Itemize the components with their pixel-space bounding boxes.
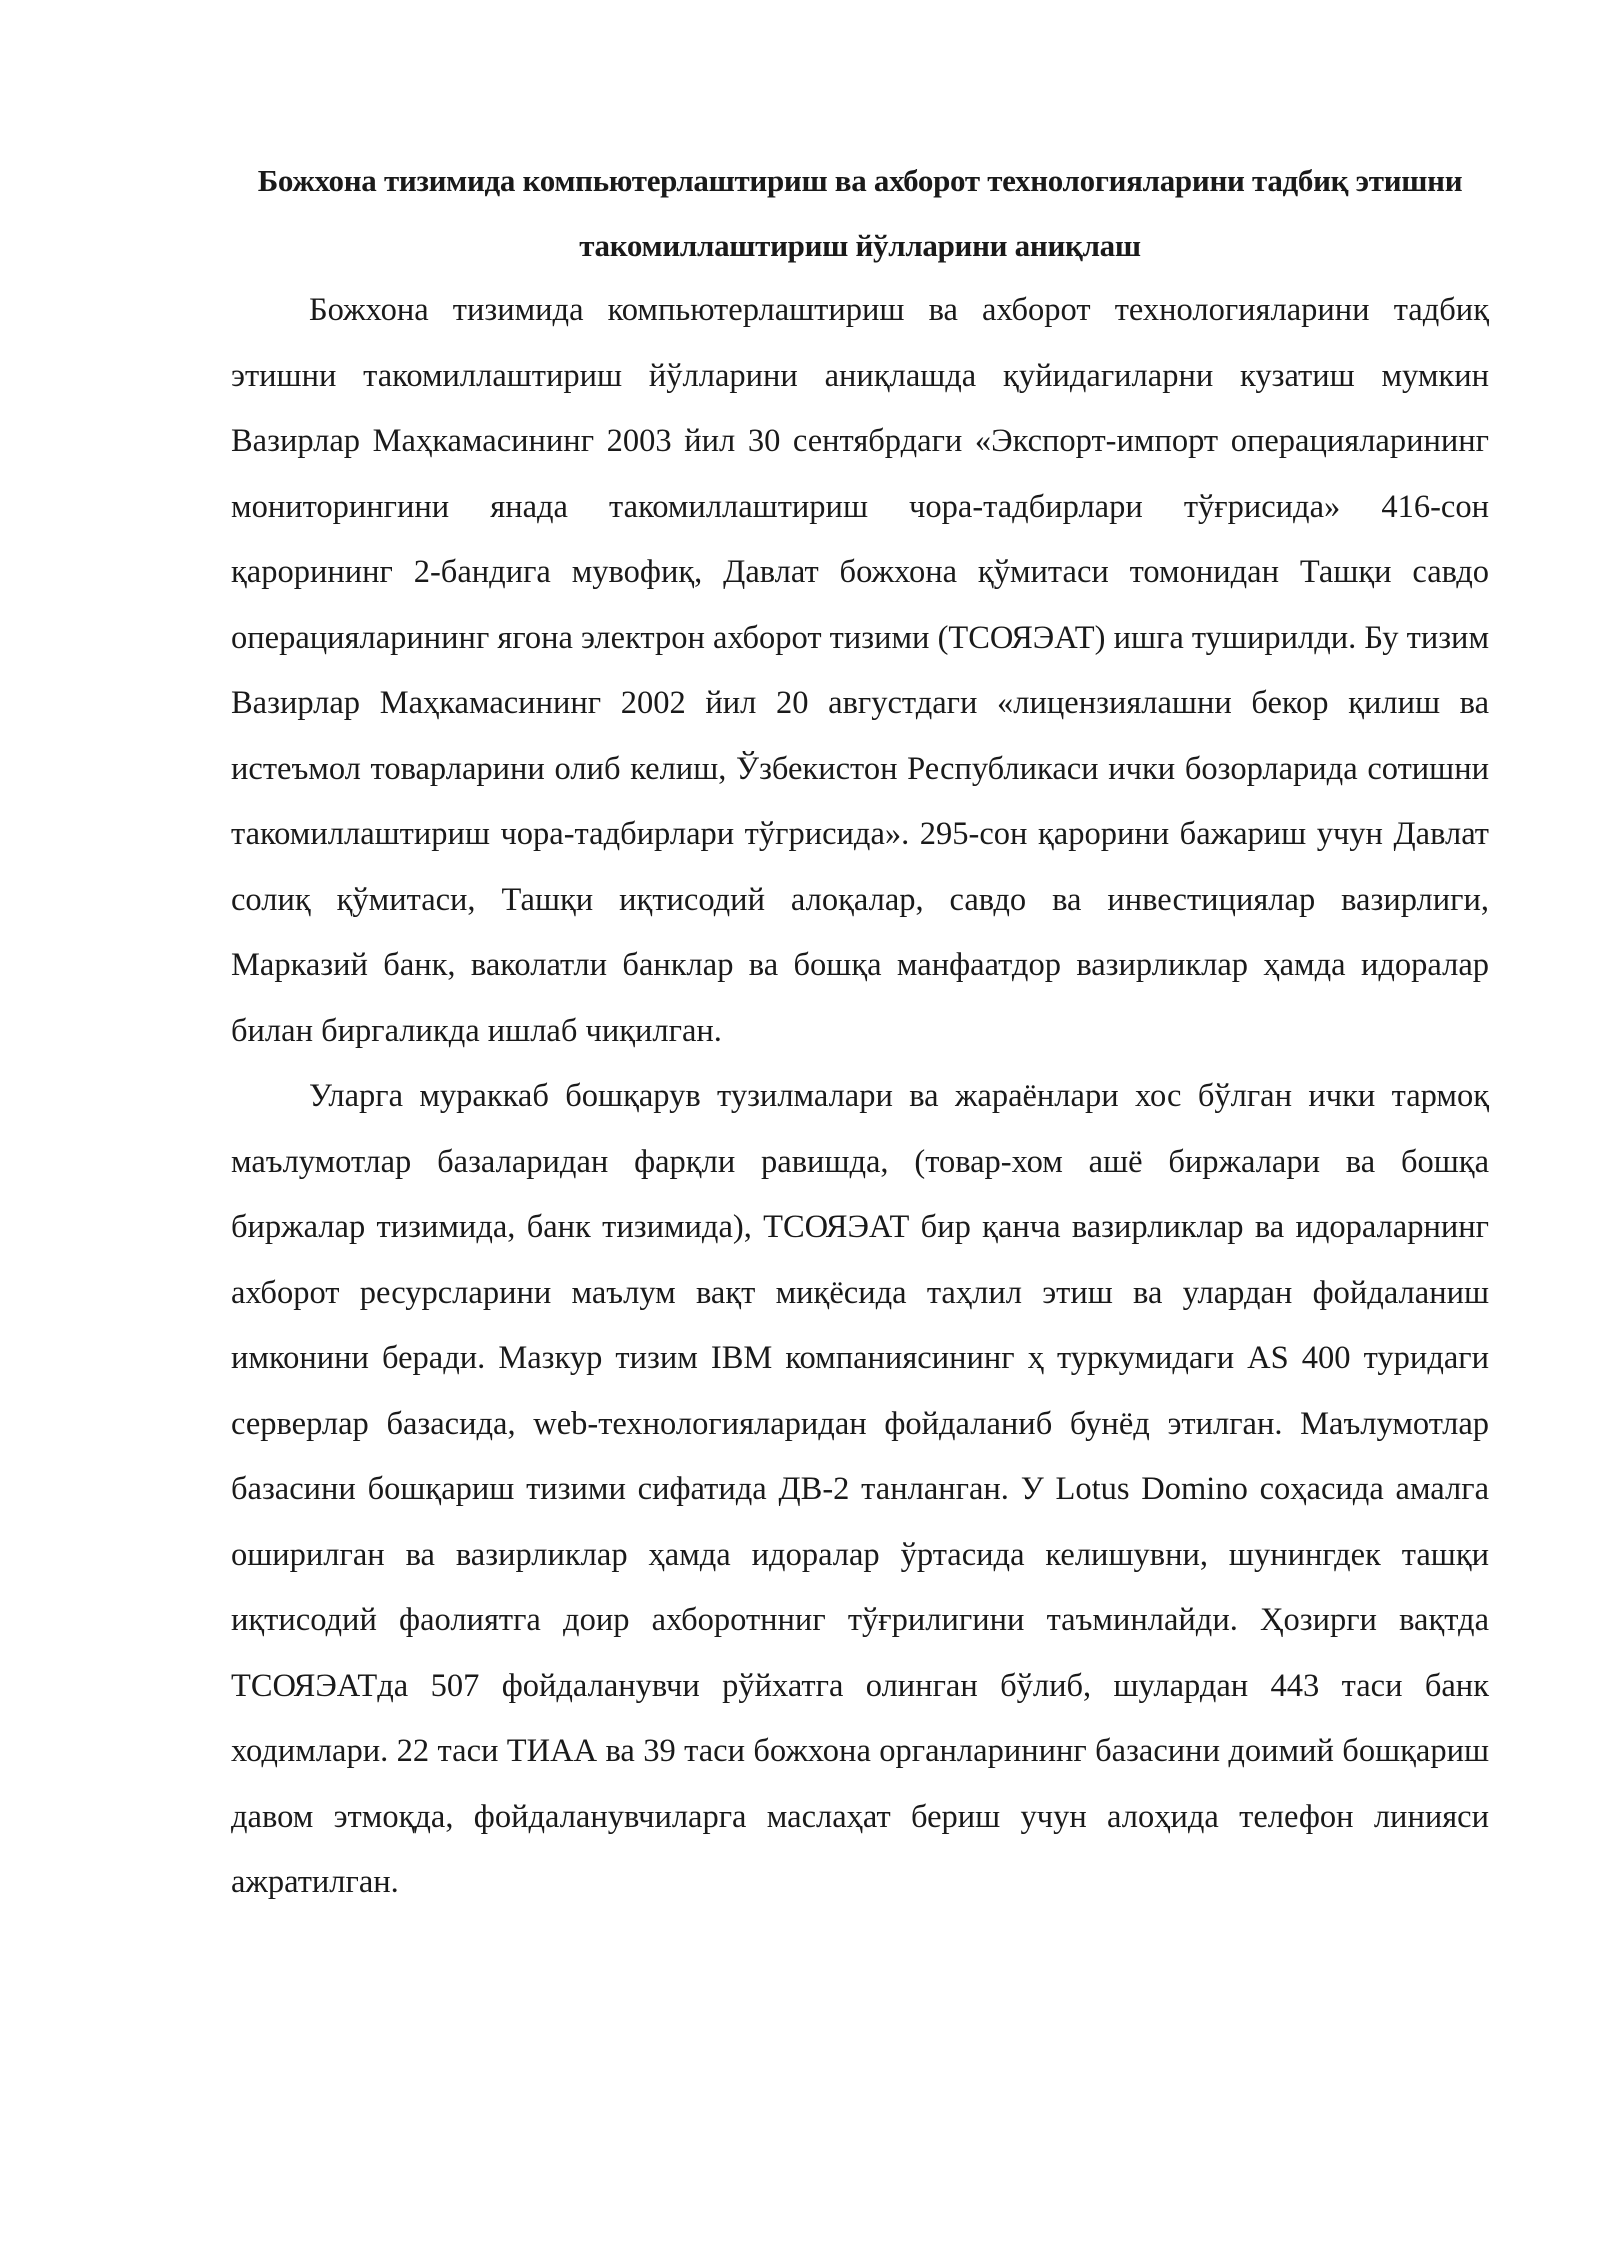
paragraph-2: Уларга мураккаб бошқарув тузилмалари ва жараёнлари хос бўлган ички тармоқ маълумотлар базаларидан фарқли равишда, (товар-хом ашё биржалари ва бошқа биржалар тизимида, банк тизимида), ТСОЯЭАТ бир қанча вазирликлар ва идораларнинг ахборот ресурсларини маълум вақт миқёсида таҳлил этиш ва улардан фойдаланиш имконини беради. Мазкур тизим IBM компаниясининг ҳ туркумидаги AS 400 туридаги серверлар базасида, web-технологияларидан фойдаланиб бунёд этилган. Маълумотлар базасини бошқариш тизими сифатида ДВ-2 танланган. У Lotus Domino соҳасида амалга оширилган ва вазирликлар ҳамда идоралар ўртасида келишувни, шунингдек ташқи иқтисодий фаолиятга доир ахборотнниг тўғрилигини таъминлайди. Ҳозирги вақтда ТСОЯЭАТда 507 фойдаланувчи рўйхатга олинган бўлиб, шулардан 443 таси банк ходимлари. 22 таси ТИАА ва 39 таси божхона органларининг базасини доимий бошқариш давом этмоқда, фойдаланувчиларга маслаҳат бериш учун алоҳида телефон линияси ажратилган. bbox=[231, 1078, 1489, 1900]
paragraph-1: Божхона тизимида компьютерлаштириш ва ахборот технологияларини тадбиқ этишни такомиллаштириш йўлларини аниқлашда қуйидагиларни кузатиш мумкин Вазирлар Маҳкамасининг 2003 йил 30 сентябрдаги «Экспорт-импорт операцияларининг мониторингини янада такомиллаштириш чора-тадбирлари тўғрисида» 416-сон қарорининг 2-бандига мувофиқ, Давлат божхона қўмитаси томонидан Ташқи савдо операцияларининг ягона электрон ахборот тизими (ТСОЯЭАТ) ишга туширилди. Бу тизим Вазирлар Маҳкамасининг 2002 йил 20 августдаги «лицензиялашни бекор қилиш ва истеъмол товарларини олиб келиш, Ўзбекистон Республикаси ички бозорларида сотишни такомиллаштириш чора-тадбирлари тўгрисида». 295-сон қарорини бажариш учун Давлат солиқ қўмитаси, Ташқи иқтисодий алоқалар, савдо ва инвестициялар вазирлиги, Марказий банк, ваколатли банклар ва бошқа манфаатдор вазирликлар ҳамда идоралар билан биргаликда ишлаб чиқилган. bbox=[231, 292, 1490, 1049]
document-title: Божхона тизимида компьютерлаштириш ва ахборот технологияларини тадбиқ этишни такомиллаштириш йўлларини аниқлаш bbox=[257, 163, 1463, 263]
document-content bbox=[231, 148, 1489, 1916]
